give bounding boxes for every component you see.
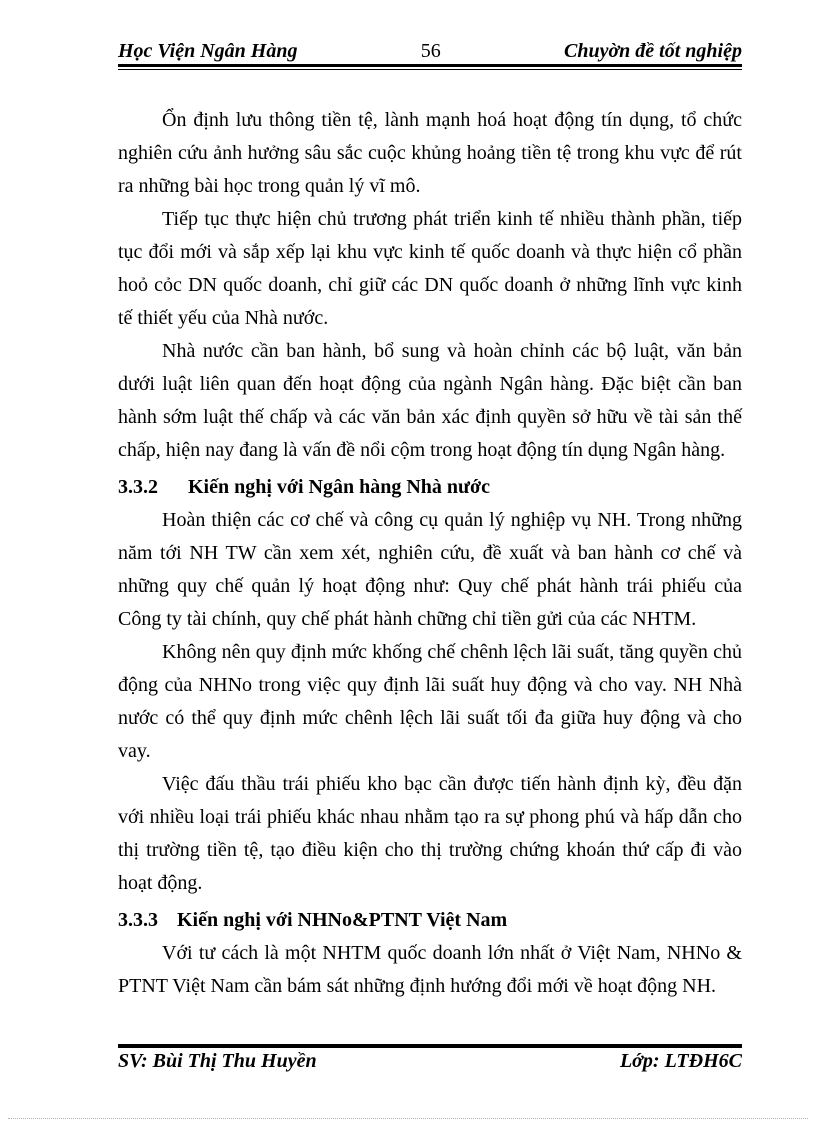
- page-footer: [118, 1044, 742, 1073]
- section-heading-3-3-3: [118, 904, 742, 937]
- section-heading-3-3-2: [118, 471, 742, 504]
- paragraph: Nhà nước cần ban hành, bổ sung và hoàn chỉnh các bộ luật, văn bản dưới luật liên quan đến hoạt động của ngành Ngân hàng. Đặc biệt cần ban hành sớm luật thế chấp và các văn bản xác định quyền sở hữu về tài sản thế chấp, hiện nay đang là vấn đề nổi cộm trong hoạt động tín dụng Ngân hàng.: [118, 340, 742, 461]
- header-title: Chuyờn đề tốt nghiệp: [563, 40, 742, 62]
- paragraph: Tiếp tục thực hiện chủ trương phát triển kinh tế nhiều thành phần, tiếp tục đổi mới và sắp xếp lại khu vực kinh tế quốc doanh và thực hiện cổ phần hoỏ cỏc DN quốc doanh, chỉ giữ các DN quốc doanh ở những lĩnh vực kinh tế thiết yếu của Nhà nước.: [118, 208, 742, 329]
- section-title: Kiến nghị với Ngân hàng Nhà nước: [188, 476, 491, 498]
- footer-student-name: SV: Bùi Thị Thu Huyền: [118, 1050, 317, 1072]
- page-header: [118, 40, 742, 70]
- document-body: [118, 104, 742, 1003]
- header-institution: Học Viện Ngân Hàng: [118, 40, 298, 62]
- section-number: 3.3.3: [118, 909, 158, 931]
- footer-class-name: Lớp: LTĐH6C: [619, 1050, 742, 1072]
- page-boundary-dotted-line: [8, 1118, 808, 1119]
- section-number: 3.3.2: [118, 476, 158, 498]
- paragraph: Hoàn thiện các cơ chế và công cụ quản lý nghiệp vụ NH. Trong những năm tới NH TW cần xem xét, nghiên cứu, đề xuất và ban hành cơ chế và những quy chế quản lý hoạt động như: Quy chế phát hành trái phiếu của Công ty tài chính, quy chế phát hành chững chỉ tiền gửi của các NHTM.: [118, 509, 742, 630]
- page-header-row: [118, 40, 742, 64]
- paragraph: Việc đấu thầu trái phiếu kho bạc cần được tiến hành định kỳ, đều đặn với nhiều loại trái phiếu khác nhau nhằm tạo ra sự phong phú và hấp dẫn cho thị trường tiền tệ, tạo điều kiện cho thị trường chứng khoán thứ cấp đi vào hoạt động.: [118, 773, 742, 894]
- section-title: Kiến nghị với NHNo&PTNT Việt Nam: [177, 909, 508, 931]
- paragraph: Không nên quy định mức khống chế chênh lệch lãi suất, tăng quyền chủ động của NHNo trong việc quy định lãi suất huy động và cho vay. NH Nhà nước có thể quy định mức chênh lệch lãi suất tối đa giữa huy động và cho vay.: [118, 641, 742, 762]
- header-rule: [118, 64, 742, 70]
- paragraph: Với tư cách là một NHTM quốc doanh lớn nhất ở Việt Nam, NHNo & PTNT Việt Nam cần bám sát những định hướng đổi mới về hoạt động NH.: [118, 942, 742, 997]
- paragraph: Ổn định lưu thông tiền tệ, lành mạnh hoá hoạt động tín dụng, tổ chức nghiên cứu ảnh hưởng sâu sắc cuộc khủng hoảng tiền tệ trong khu vực để rút ra những bài học trong quản lý vĩ mô.: [118, 109, 742, 197]
- page-footer-row: [118, 1048, 742, 1073]
- page-number: 56: [420, 40, 441, 62]
